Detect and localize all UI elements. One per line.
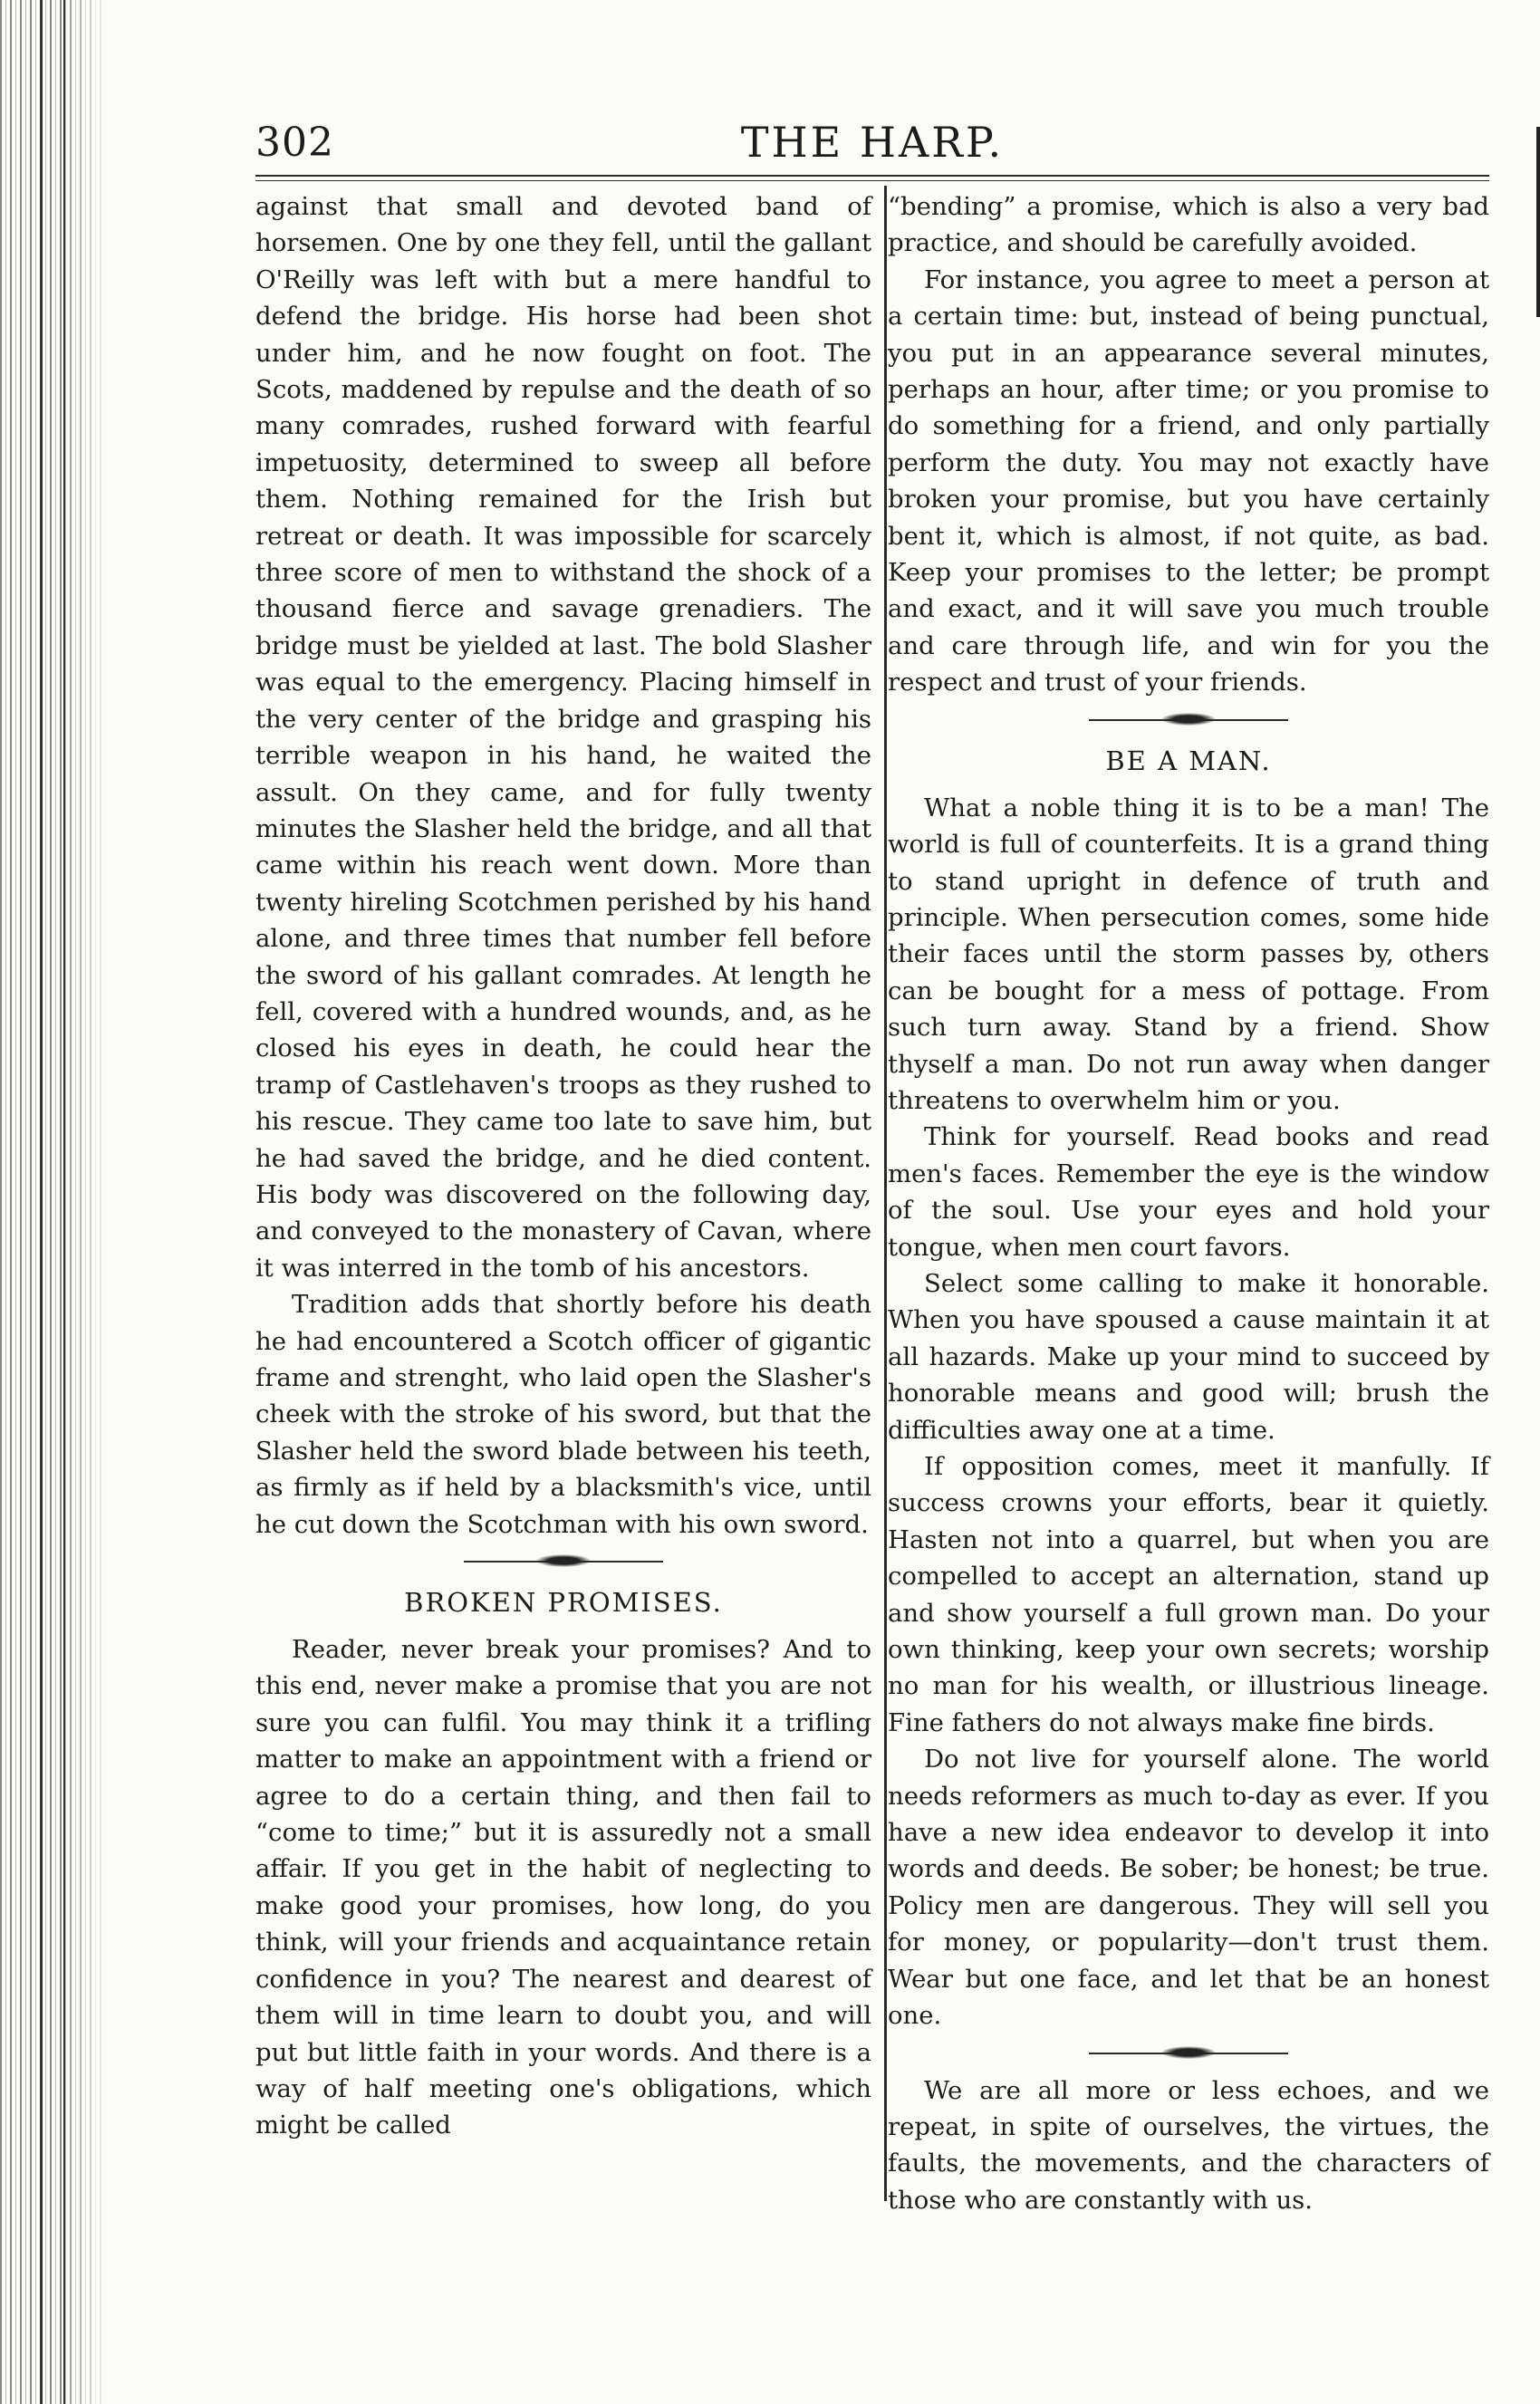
section-title-broken-promises: BROKEN PROMISES.: [404, 1587, 723, 1619]
article-paragraph: What a noble thing it is to be a man! The world is full of counterfeits. It is a grand thing to stand upright in defence of truth and principle. When persecution comes, some hide their faces until the storm passes by, others can be bought for a mess of pottage. From such turn away. Stand by a friend. Show thyself a man. Do not run away when danger threatens to overwhelm him or you.: [888, 793, 1489, 1115]
closing-paragraph: We are all more or less echoes, and we repeat, in spite of ourselves, the virtues, the faults, the movements, and the characters of those who are constantly with us.: [888, 2075, 1489, 2215]
right-column: [888, 188, 1489, 2218]
article-paragraph: Select some calling to make it honorable. When you have spoused a cause maintain it at all hazards. Make up your mind to succeed by honorable means and good will; brush the difficulties away one at a time.: [888, 1268, 1489, 1445]
story-paragraph: against that small and devoted band of horsemen. One by one they fell, until the gallant O'Reilly was left with but a mere handful to defend the bridge. His horse had been shot under him, and he now fought on foot. The Scots, maddened by repulse and the death of so many comrades, rushed forward with fearful impetuosity, determined to sweep all before them. Nothing remained for the Irish but retreat or death. It was impossible for scarcely three score of men to withstand the shock of a thousand fierce and savage grenadiers. The bridge must be yielded at last. The bold Slasher was equal to the emergency. Placing himself in the very center of the bridge and grasping his terrible weapon in his hand, he waited the assult. On they came, and for fully twenty minutes the Slasher held the bridge, and all that came within his reach went down. More than twenty hireling Scotchmen perished by his hand alone, and three times that number fell before the sword of his gallant comrades. At length he fell, covered with a hundred wounds, and, as he closed his eyes in death, he could hear the tramp of Castlehaven's troops as they rushed to his rescue. They came too late to save him, but he had saved the bridge, and he died content. His body was discovered on the following day, and conveyed to the monastery of Cavan, where it was interred in the tomb of his ancestors.: [255, 192, 871, 1283]
page-header: [255, 116, 1489, 170]
section-separator: [255, 1543, 871, 1581]
section-title-be-a-man: BE A MAN.: [1105, 745, 1272, 776]
article-paragraph: For instance, you agree to meet a person at a certain time: but, instead of being punctual, you put in an appearance several minutes, perhaps an hour, after time; or you promise to do something for a friend, and only partially perform the duty. You may not exactly have broken your promise, but you have certainly bent it, which is almost, if not quite, as bad. Keep your promises to the letter; be prompt and exact, and it will save you much trouble and care through life, and win for you the respect and trust of your friends.: [888, 264, 1489, 697]
book-spine-gutter: [0, 0, 109, 2404]
gutter-line: [63, 0, 65, 2404]
section-separator: [888, 2034, 1489, 2072]
section-separator: [888, 701, 1489, 739]
article-paragraph: Do not live for yourself alone. The world needs reformers as much to-day as ever. If you have a new idea endeavor to develop it into words and deeds. Be sober; be honest; be true. Policy men are dangerous. They will sell you for money, or popularity—don't trust them. Wear but one face, and let that be an honest one.: [888, 1745, 1489, 2031]
header-rule-thin: [255, 180, 1489, 181]
page-number: 302: [255, 120, 334, 166]
page-edge-mark: [1536, 127, 1540, 317]
story-paragraph: Tradition adds that shortly before his death he had encountered a Scotch officer of gigantic frame and strenght, who laid open the Slasher's cheek with the stroke of his sword, but that the Slasher held the sword blade between his teeth, as firmly as if held by a blacksmith's vice, until he cut down the Scotchman with his own sword.: [255, 1290, 871, 1539]
header-rule: [255, 175, 1489, 177]
article-paragraph: “bending” a promise, which is also a very bad practice, and should be carefully avoided.: [888, 192, 1489, 258]
running-title: THE HARP.: [740, 118, 1005, 167]
article-paragraph: Reader, never break your promises? And to this end, never make a promise that you are not sure you can fulfil. You may think it a trifling matter to make an appointment with a friend or agree to do a certain thing, and then fail to “come to time;” but it is assuredly not a small affair. If you get in the habit of neglecting to make good your promises, how long, do you think, will your friends and acquaintance retain confidence in you? The nearest and dearest of them will in time learn to doubt you, and will put but little faith in your words. And there is a way of half meeting one's obligations, which might be called: [255, 1635, 871, 2140]
left-column: [255, 188, 871, 2144]
column-divider: [884, 186, 887, 2201]
gutter-line: [40, 0, 43, 2404]
article-paragraph: Think for yourself. Read books and read men's faces. Remember the eye is the window of the soul. Use your eyes and hold your tongue, when men court favors.: [888, 1122, 1489, 1262]
article-paragraph: If opposition comes, meet it manfully. If success crowns your efforts, bear it quietly. Hasten not into a quarrel, but when you are compelled to accept an alternation, stand up and show yourself a full grown man. Do your own thinking, keep your own secrets; worship no man for his wealth, or illustrious lineage. Fine fathers do not always make fine birds.: [888, 1452, 1489, 1737]
